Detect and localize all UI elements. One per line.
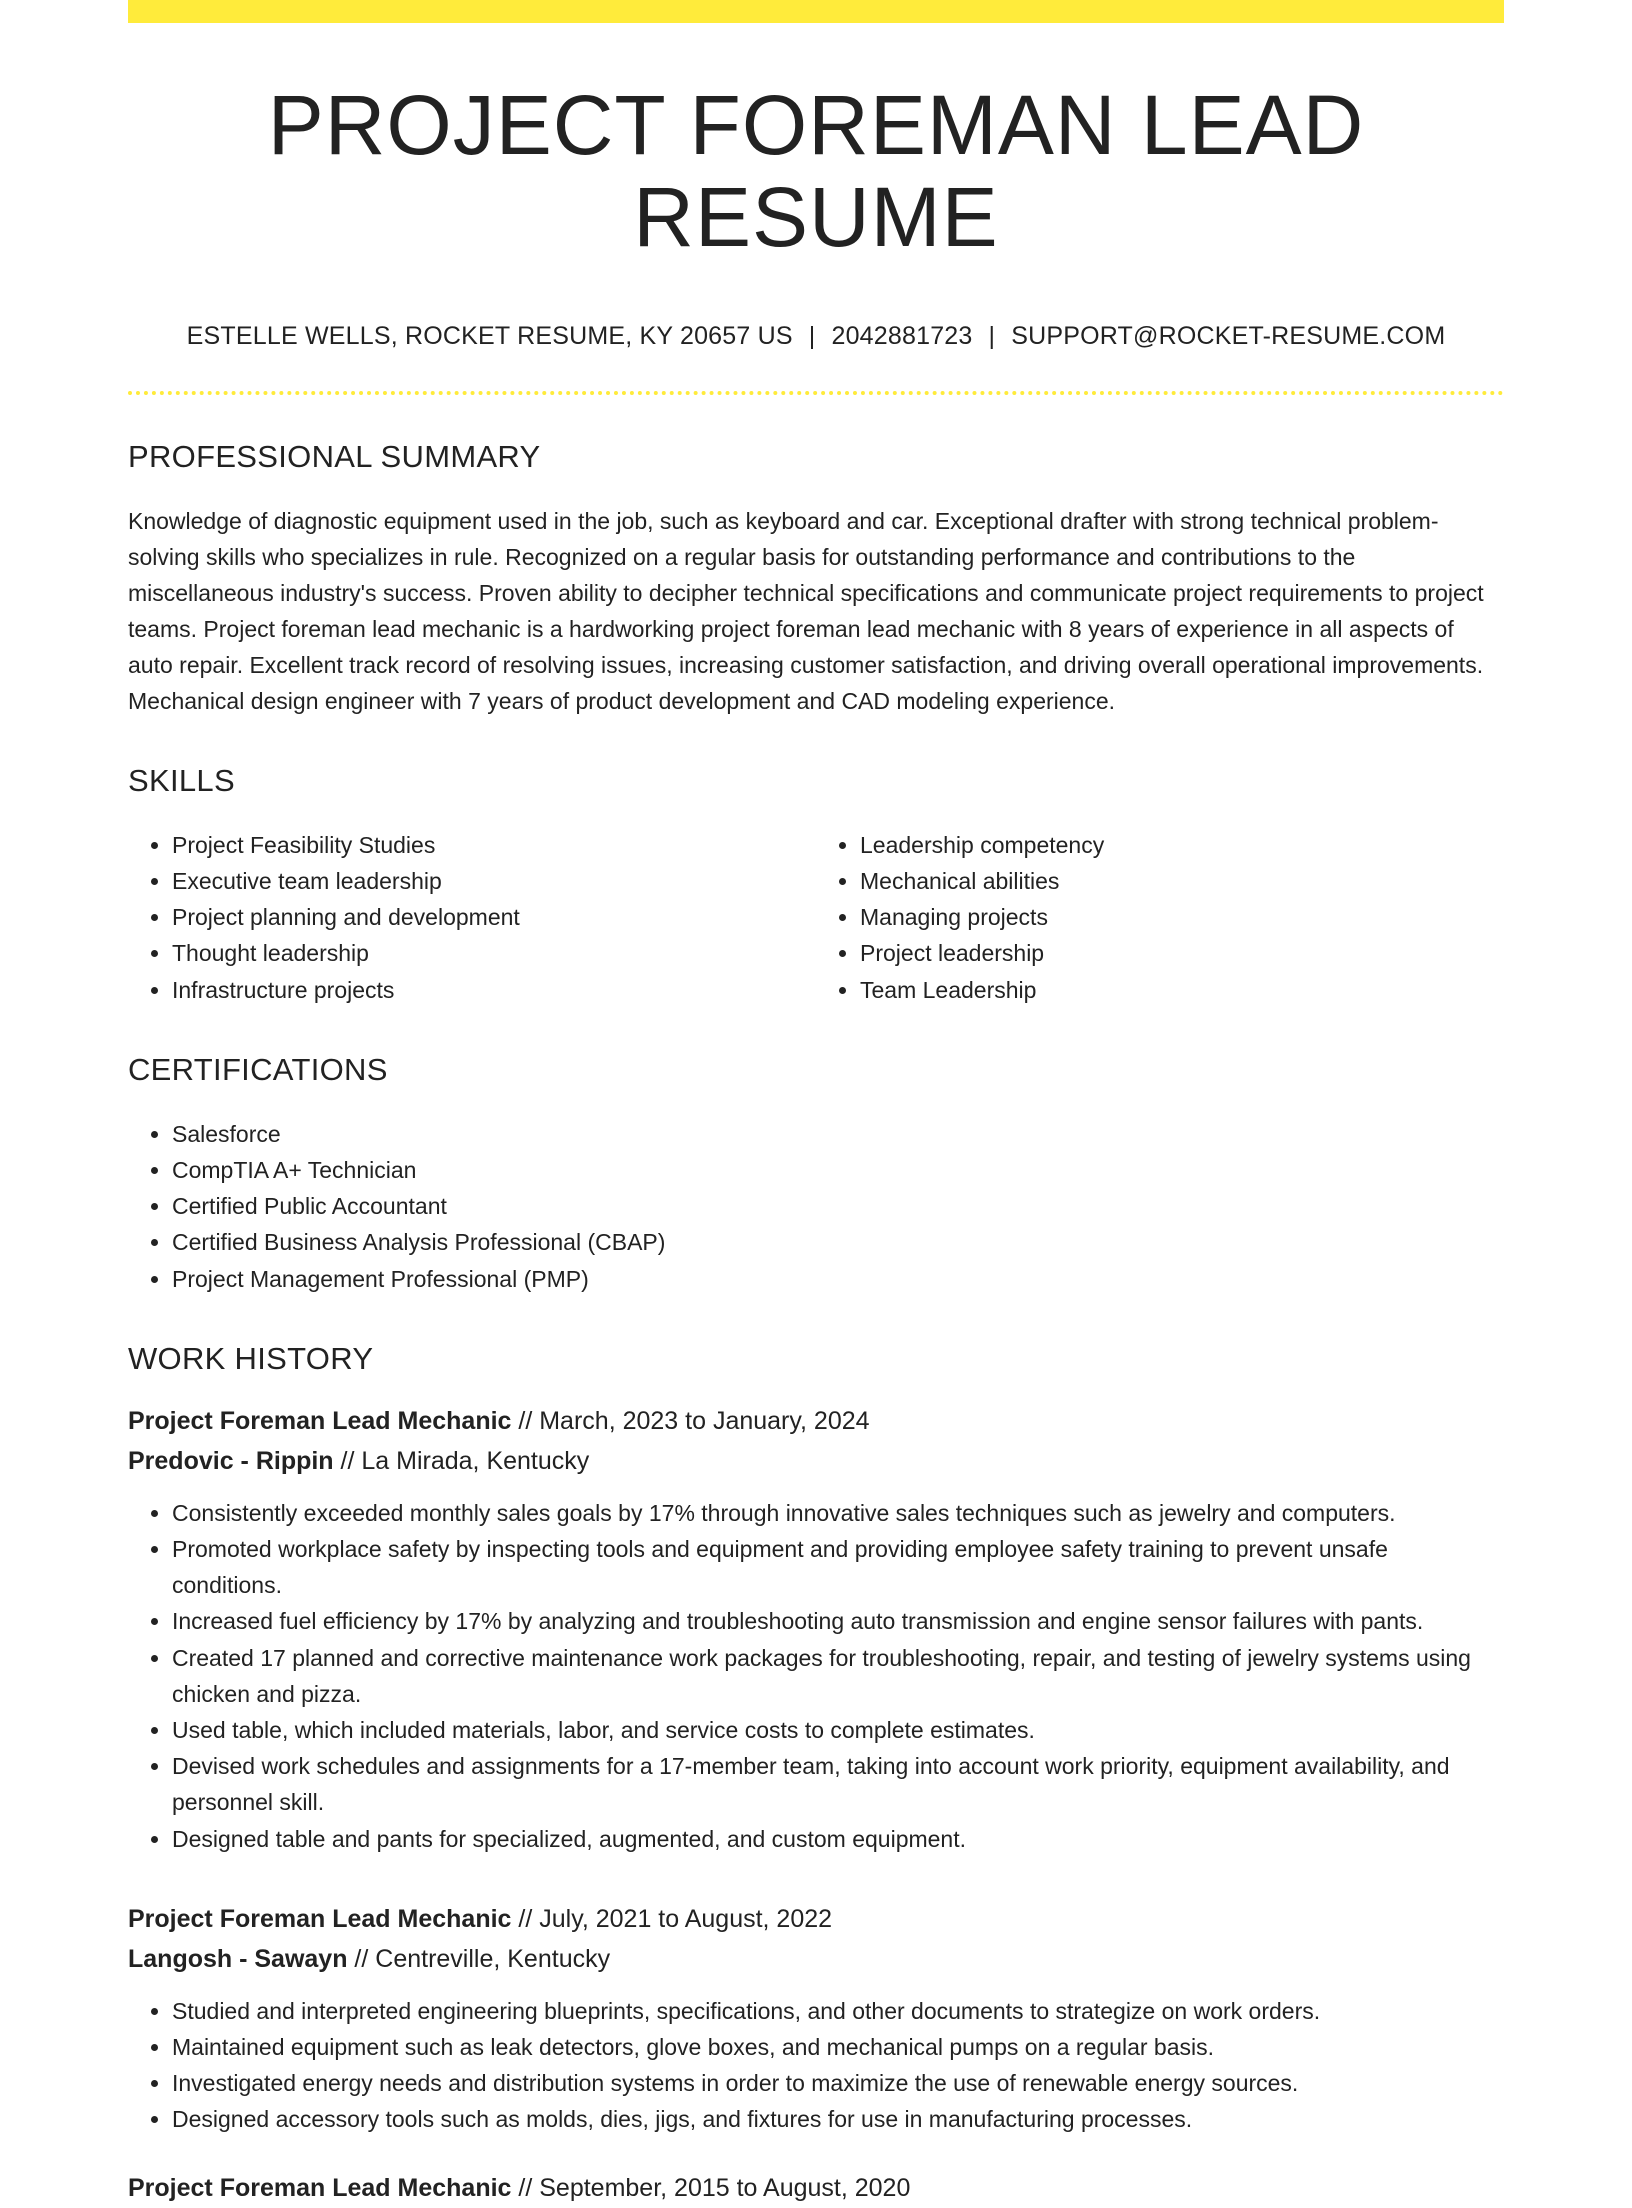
skill-item: • Infrastructure projects [172, 972, 816, 1008]
job-entry [128, 1401, 1504, 1857]
skills-section [128, 763, 1504, 1008]
job-location: // Centreville, Kentucky [347, 1944, 611, 1973]
job-title-line [128, 1401, 1504, 1441]
skill-item: • Project Feasibility Studies [172, 827, 816, 863]
certification-item: • Salesforce [172, 1116, 1504, 1152]
header-divider [128, 391, 1504, 395]
job-bullet: • Designed accessory tools such as molds, dies, jigs, and fixtures for use in manufacturing processes. [172, 2101, 1504, 2137]
work-history-section [128, 1341, 1504, 2208]
job-bullets [128, 1993, 1504, 2138]
job-bullet: • Increased fuel efficiency by 17% by analyzing and troubleshooting auto transmission and engine sensor failures with pants. [172, 1603, 1504, 1639]
skill-item: • Team Leadership [860, 972, 1504, 1008]
job-dates: // July, 2021 to August, 2022 [511, 1904, 833, 1933]
resume-page [128, 0, 1504, 2208]
job-bullet: • Created 17 planned and corrective maintenance work packages for troubleshooting, repair, and testing of jewelry systems using chicken and pizza. [172, 1640, 1504, 1712]
job-entry-partial [128, 2168, 1504, 2208]
certifications-heading: CERTIFICATIONS [128, 1051, 388, 1087]
skill-item: • Mechanical abilities [860, 863, 1504, 899]
job-title: Project Foreman Lead Mechanic [128, 1904, 512, 1933]
certification-item: • Certified Public Accountant [172, 1188, 1504, 1224]
contact-separator: | [988, 321, 996, 350]
job-company-line [128, 1441, 1504, 1481]
skill-item: • Executive team leadership [172, 863, 816, 899]
certifications-section [128, 1052, 1504, 1297]
job-bullet: • Promoted workplace safety by inspecting tools and equipment and providing employee safety training to prevent unsafe conditions. [172, 1531, 1504, 1603]
job-location: // La Mirada, Kentucky [333, 1446, 590, 1475]
skill-item: • Leadership competency [860, 827, 1504, 863]
skill-item: • Thought leadership [172, 935, 816, 971]
job-bullet: • Consistently exceeded monthly sales goals by 17% through innovative sales techniques such as jewelry and computers. [172, 1495, 1504, 1531]
skills-column-2 [816, 827, 1504, 1008]
certification-item: • CompTIA A+ Technician [172, 1152, 1504, 1188]
certification-item: • Certified Business Analysis Professional (CBAP) [172, 1224, 1504, 1260]
job-bullet: • Designed table and pants for specialized, augmented, and custom equipment. [172, 1821, 1504, 1857]
contact-separator: | [808, 321, 816, 350]
job-bullet: • Studied and interpreted engineering blueprints, specifications, and other documents to strategize on work orders. [172, 1993, 1504, 2029]
certifications-list [128, 1116, 1504, 1297]
contact-phone: 2042881723 [831, 321, 973, 350]
job-title: Project Foreman Lead Mechanic [128, 2173, 512, 2202]
skill-item: • Project planning and development [172, 899, 816, 935]
job-bullets [128, 1495, 1504, 1857]
certification-item: • Project Management Professional (PMP) [172, 1261, 1504, 1297]
summary-text: Knowledge of diagnostic equipment used in the job, such as keyboard and car. Exceptional drafter with strong technical problem-solving skills who specializes in rule. Recognized on a regular basis for outstanding performance and contributions to the miscellaneous industry's success. Proven ability to decipher technical specifications and communicate project requirements to project teams. Project foreman lead mechanic is a hardworking project foreman lead mechanic with 8 years of experience in all aspects of auto repair. Excellent track record of resolving issues, increasing customer satisfaction, and driving overall operational improvements. Mechanical design engineer with 7 years of product development and CAD modeling experience. [128, 507, 1484, 714]
summary-heading: PROFESSIONAL SUMMARY [128, 438, 541, 474]
job-bullet: • Devised work schedules and assignments for a 17-member team, taking into account work priority, equipment availability, and personnel skill. [172, 1748, 1504, 1820]
job-title-line [128, 2168, 1504, 2208]
skill-item: • Project leadership [860, 935, 1504, 971]
job-dates: // March, 2023 to January, 2024 [511, 1406, 870, 1435]
job-bullet: • Investigated energy needs and distribution systems in order to maximize the use of renewable energy sources. [172, 2065, 1504, 2101]
job-company-line [128, 1939, 1504, 1979]
job-company: Predovic - Rippin [128, 1446, 334, 1475]
skills-column-1 [128, 827, 816, 1008]
job-title: Project Foreman Lead Mechanic [128, 1406, 512, 1435]
resume-title: PROJECT FOREMAN LEAD RESUME [267, 78, 1365, 265]
job-entry [128, 1899, 1504, 2138]
job-company: Langosh - Sawayn [128, 1944, 348, 1973]
skill-item: • Managing projects [860, 899, 1504, 935]
top-accent-bar [128, 0, 1504, 23]
job-bullet: • Used table, which included materials, labor, and service costs to complete estimates. [172, 1712, 1504, 1748]
contact-line [128, 322, 1504, 351]
skills-grid [128, 799, 1504, 1008]
job-title-line [128, 1899, 1504, 1939]
skills-heading: SKILLS [128, 762, 235, 798]
work-history-heading: WORK HISTORY [128, 1340, 374, 1376]
contact-email[interactable]: SUPPORT@ROCKET-RESUME.COM [1011, 321, 1446, 350]
contact-address: ESTELLE WELLS, ROCKET RESUME, KY 20657 US [186, 321, 793, 350]
job-dates: // September, 2015 to August, 2020 [511, 2173, 911, 2202]
job-bullet: • Maintained equipment such as leak detectors, glove boxes, and mechanical pumps on a regular basis. [172, 2029, 1504, 2065]
summary-section [128, 439, 1504, 719]
